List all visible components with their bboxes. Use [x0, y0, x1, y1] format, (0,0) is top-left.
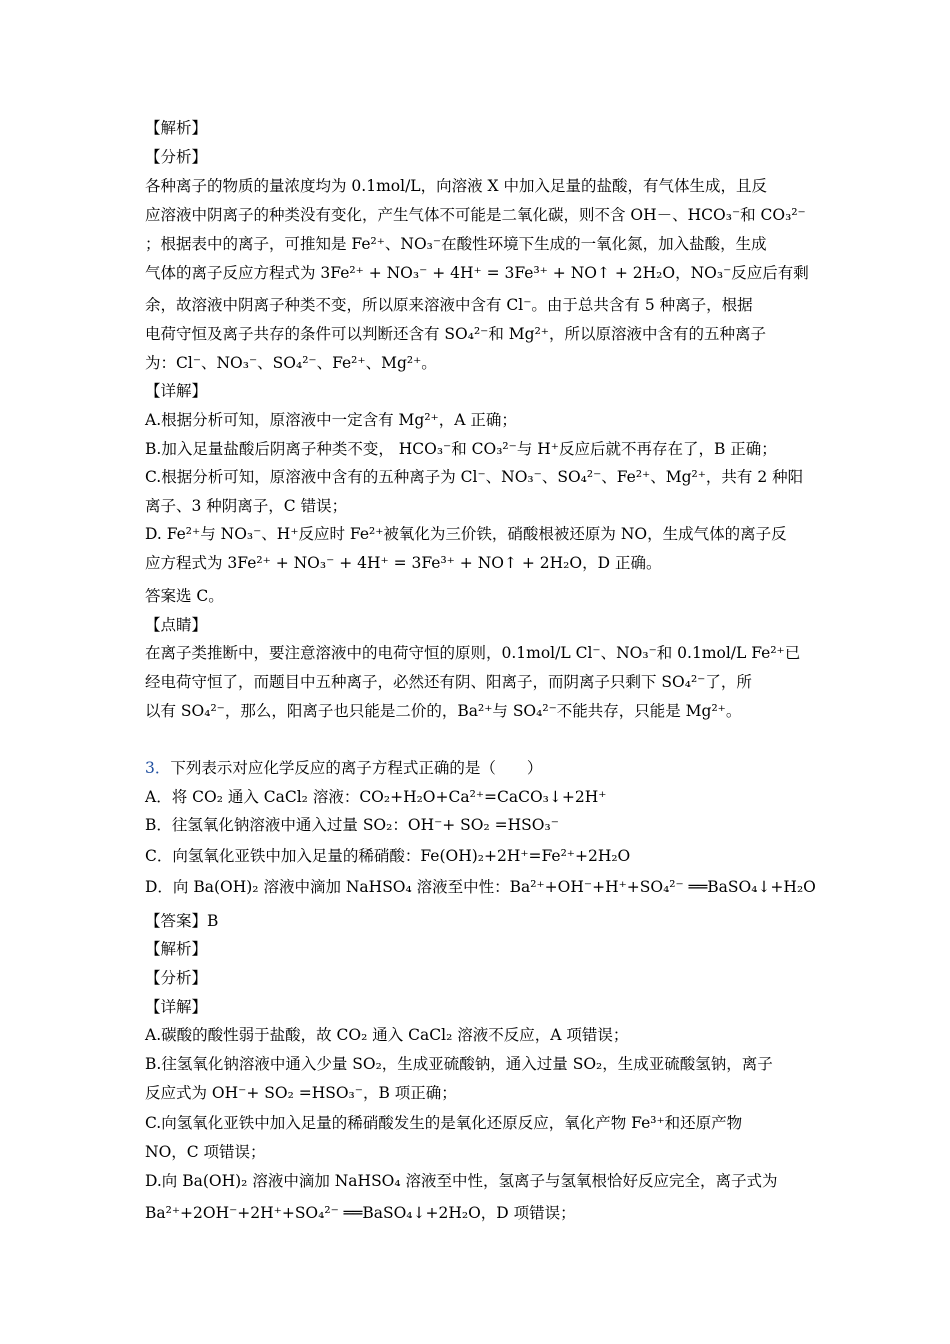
option-d: D．向 Ba(OH)₂ 溶液中滴加 NaHSO₄ 溶液至中性：Ba²⁺+OH⁻+H⁺+SO₄²⁻ ══BaSO₄↓+H₂O — [145, 878, 816, 896]
detail-line: B.往氢氧化钠溶液中通入少量 SO₂，生成亚硫酸钠，通入过量 SO₂，生成亚硫酸氢钠，离子 — [145, 1055, 773, 1073]
detail-equation-line: Ba²⁺+2OH⁻+2H⁺+SO₄²⁻ ══BaSO₄↓+2H₂O，D 项错误； — [145, 1204, 576, 1222]
detail-line: 离子、3 种阴离子，C 错误； — [145, 497, 348, 515]
answer-line: 【答案】B — [145, 912, 219, 930]
option-b: B．往氢氧化钠溶液中通入过量 SO₂：OH⁻+ SO₂ =HSO₃⁻ — [145, 816, 559, 834]
section-heading-dianjing: 【点睛】 — [145, 616, 208, 634]
section-heading-jiexi: 【解析】 — [145, 119, 208, 137]
analysis-text-line: 为：Cl⁻、NO₃⁻、SO₄²⁻、Fe²⁺、Mg²⁺。 — [145, 354, 437, 372]
analysis-text-line: 电荷守恒及离子共存的条件可以判断还含有 SO₄²⁻和 Mg²⁺，所以原溶液中含有的五种离子 — [145, 325, 766, 343]
tip-line: 在离子类推断中，要注意溶液中的电荷守恒的原则，0.1mol/L Cl⁻、NO₃⁻和 0.1mol/L Fe²⁺已 — [145, 644, 801, 662]
detail-line: NO，C 项错误； — [145, 1143, 266, 1161]
analysis-text-line: 应溶液中阴离子的种类没有变化，产生气体不可能是二氧化碳，则不含 OH－、HCO₃⁻和 CO₃²⁻ — [145, 206, 806, 224]
question-stem — [145, 757, 542, 779]
detail-equation-line: 应方程式为 3Fe²⁺ + NO₃⁻ + 4H⁺ = 3Fe³⁺ + NO↑ + 2H₂O，D 正确。 — [145, 554, 662, 572]
analysis-text-line: 余，故溶液中阴离子种类不变，所以原来溶液中含有 Cl⁻。由于总共含有 5 种离子，根据 — [145, 296, 753, 314]
section-heading-jiexi: 【解析】 — [145, 940, 208, 958]
detail-line: C.根据分析可知，原溶液中含有的五种离子为 Cl⁻、NO₃⁻、SO₄²⁻、Fe²⁺、Mg²⁺，共有 2 种阳 — [145, 468, 804, 486]
option-a: A．将 CO₂ 通入 CaCl₂ 溶液：CO₂+H₂O+Ca²⁺=CaCO₃↓+2H⁺ — [145, 788, 607, 806]
detail-line: A.根据分析可知，原溶液中一定含有 Mg²⁺，A 正确； — [145, 411, 517, 429]
detail-line: D. Fe²⁺与 NO₃⁻、H⁺反应时 Fe²⁺被氧化为三价铁，硝酸根被还原为 NO，生成气体的离子反 — [145, 525, 787, 543]
tip-line: 经电荷守恒了，而题目中五种离子，必然还有阴、阳离子，而阴离子只剩下 SO₄²⁻了，所 — [145, 673, 752, 691]
section-heading-xiangjie: 【详解】 — [145, 382, 208, 400]
detail-line: C.向氢氧化亚铁中加入足量的稀硝酸发生的是氧化还原反应，氧化产物 Fe³⁺和还原产物 — [145, 1114, 743, 1132]
detail-line: B.加入足量盐酸后阴离子种类不变， HCO₃⁻和 CO₃²⁻与 H⁺反应后就不再存在了，B 正确； — [145, 440, 777, 458]
section-heading-fenxi: 【分析】 — [145, 969, 208, 987]
analysis-text-line: ；根据表中的离子，可推知是 Fe²⁺、NO₃⁻在酸性环境下生成的一氧化氮，加入盐酸，生成 — [145, 235, 767, 253]
analysis-equation-line: 气体的离子反应方程式为 3Fe²⁺ + NO₃⁻ + 4H⁺ = 3Fe³⁺ + NO↑ + 2H₂O，NO₃⁻反应后有剩 — [145, 264, 809, 282]
question-stem-text: 下列表示对应化学反应的离子方程式正确的是（ ） — [170, 759, 543, 777]
option-c: C．向氢氧化亚铁中加入足量的稀硝酸：Fe(OH)₂+2H⁺=Fe²⁺+2H₂O — [145, 847, 631, 865]
analysis-text-line: 各种离子的物质的量浓度均为 0.1mol/L，向溶液 X 中加入足量的盐酸，有气体生成，且反 — [145, 177, 767, 195]
detail-line: A.碳酸的酸性弱于盐酸，故 CO₂ 通入 CaCl₂ 溶液不反应，A 项错误； — [145, 1026, 629, 1044]
section-heading-xiangjie: 【详解】 — [145, 998, 208, 1016]
section-heading-fenxi: 【分析】 — [145, 148, 208, 166]
answer-line: 答案选 C。 — [145, 587, 224, 605]
tip-line: 以有 SO₄²⁻，那么，阳离子也只能是二价的，Ba²⁺与 SO₄²⁻不能共存，只能是 Mg²⁺。 — [145, 702, 742, 720]
question-number: 3． — [145, 759, 171, 777]
detail-line: D.向 Ba(OH)₂ 溶液中滴加 NaHSO₄ 溶液至中性，氢离子与氢氧根恰好反应完全，离子式为 — [145, 1172, 778, 1190]
detail-line: 反应式为 OH⁻+ SO₂ =HSO₃⁻，B 项正确； — [145, 1084, 457, 1102]
